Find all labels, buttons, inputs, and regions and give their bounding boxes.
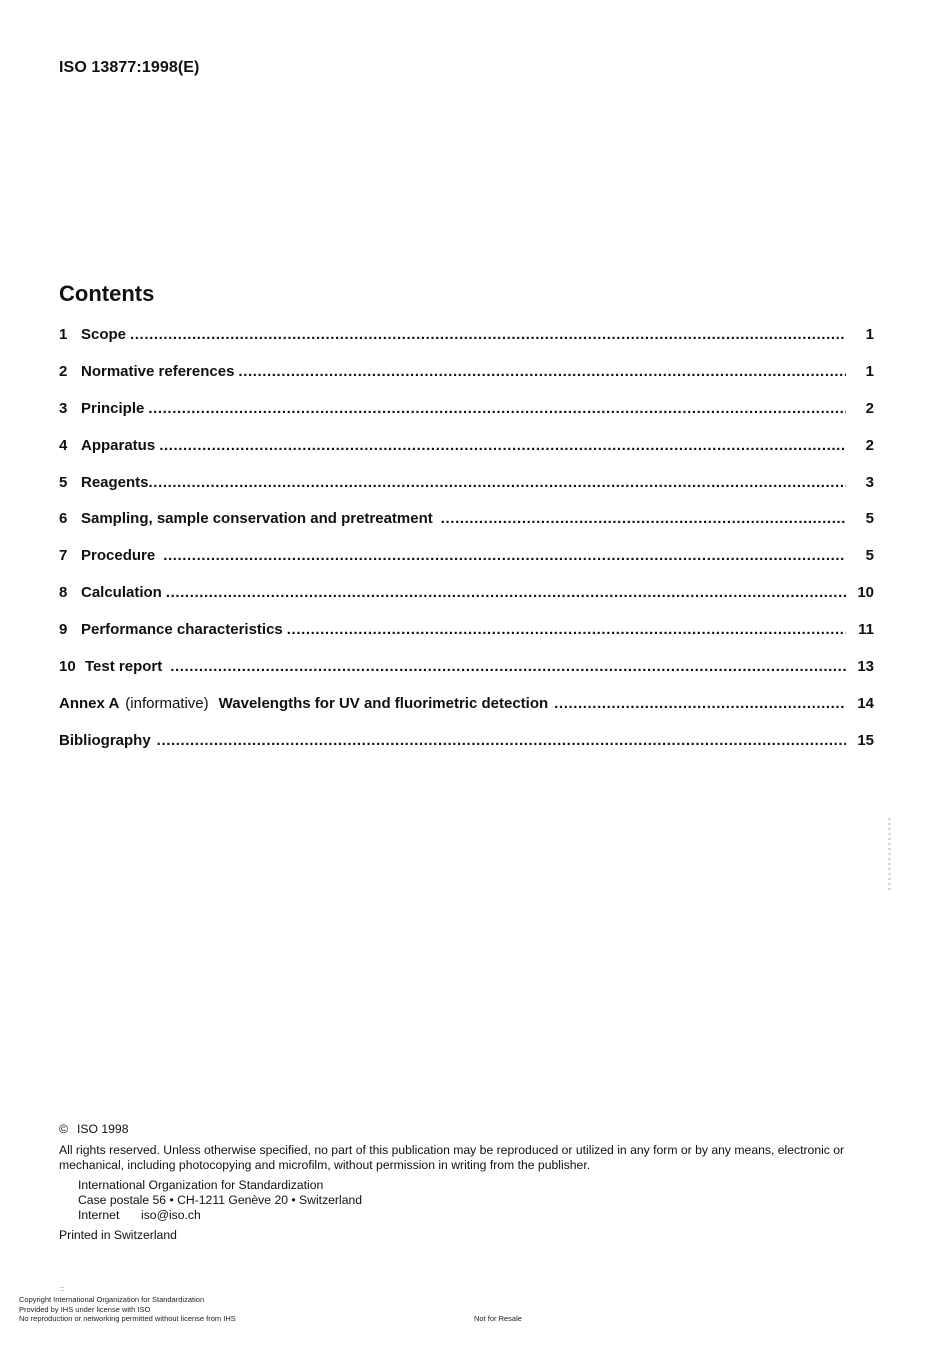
toc-annex-note: (informative) <box>125 694 209 712</box>
toc-entry-page: 5 <box>865 547 874 565</box>
copyright-holder: ISO 1998 <box>76 1122 129 1136</box>
toc-entry-bibliography[interactable] <box>59 732 874 769</box>
toc-entry-title: Procedure <box>81 547 156 565</box>
toc-entry-scope[interactable] <box>59 326 874 363</box>
toc-leader-dots <box>441 510 846 527</box>
toc-entry-title: Normative references <box>81 362 235 380</box>
toc-leader-dots <box>166 584 846 601</box>
toc-entry-number: 3 <box>59 399 68 417</box>
toc-leader-dots <box>287 621 846 638</box>
copyright-icon: © <box>59 1122 68 1136</box>
toc-entry-title: Sampling, sample conservation and pretreatment <box>81 510 433 528</box>
copyright-block <box>59 1122 879 1243</box>
toc-entry-number: 5 <box>59 473 68 491</box>
copyright-line <box>59 1122 879 1137</box>
toc-entry-number: 10 <box>59 658 76 676</box>
toc-entry-page: 15 <box>857 731 874 749</box>
toc-annex-label: Annex A <box>59 694 120 712</box>
footer-dots: :: <box>60 1286 64 1293</box>
toc-leader-dots <box>554 695 846 712</box>
toc-entry-page: 1 <box>865 326 874 343</box>
toc-entry-number: 2 <box>59 362 68 380</box>
table-of-contents <box>59 326 874 769</box>
printed-in: Printed in Switzerland <box>59 1228 177 1242</box>
toc-entry-title: Reagents <box>81 473 149 491</box>
toc-entry-page: 2 <box>865 436 874 454</box>
toc-leader-dots <box>148 400 846 417</box>
toc-entry-performance[interactable] <box>59 621 874 658</box>
license-line-3: No reproduction or networking permitted without license from IHS <box>19 1314 236 1323</box>
license-footer <box>19 1295 236 1324</box>
toc-entry-number: 4 <box>59 436 68 454</box>
toc-entry-page: 10 <box>857 584 874 602</box>
toc-entry-title: Principle <box>81 399 145 417</box>
rights-statement: All rights reserved. Unless otherwise specified, no part of this publication may be reproduced or utilized in any form or by any means, electronic or mechanical, including photocopying and microfilm, without permission in writing from the publisher. <box>59 1143 845 1172</box>
toc-entry-calculation[interactable] <box>59 584 874 621</box>
license-line-2: Provided by IHS under license with ISO <box>19 1304 151 1314</box>
toc-entry-title: Scope <box>81 326 127 343</box>
document-id: ISO 13877:1998(E) <box>59 59 200 76</box>
toc-leader-dots <box>157 732 846 749</box>
toc-entry-apparatus[interactable] <box>59 437 874 474</box>
toc-entry-page: 5 <box>865 510 874 528</box>
toc-entry-title: Performance characteristics <box>81 621 283 639</box>
internet-email[interactable]: iso@iso.ch <box>141 1208 201 1222</box>
toc-leader-dots <box>238 363 846 380</box>
toc-entry-number: 6 <box>59 510 68 528</box>
toc-entry-normative-references[interactable] <box>59 363 874 400</box>
side-watermark <box>888 818 891 890</box>
toc-leader-dots <box>163 547 846 564</box>
toc-entry-page: 2 <box>865 399 874 417</box>
toc-entry-page: 11 <box>858 621 874 639</box>
toc-leader-dots <box>149 474 846 491</box>
toc-leader-dots <box>130 326 846 343</box>
toc-entry-title: Bibliography <box>59 731 151 749</box>
internet-label: Internet <box>78 1208 120 1222</box>
publisher-postal: Case postale 56 • CH-1211 Genève 20 • Switzerland <box>78 1193 363 1207</box>
publisher-internet <box>78 1208 879 1223</box>
toc-entry-title: Test report <box>85 658 163 676</box>
toc-entry-title: Apparatus <box>81 436 156 454</box>
toc-entry-procedure[interactable] <box>59 547 874 584</box>
toc-entry-principle[interactable] <box>59 400 874 437</box>
toc-entry-number: 1 <box>59 326 68 343</box>
toc-entry-page: 3 <box>865 473 874 491</box>
toc-entry-annex-a[interactable] <box>59 695 874 732</box>
toc-entry-number: 9 <box>59 621 68 639</box>
toc-entry-reagents[interactable] <box>59 474 874 511</box>
toc-entry-number: 8 <box>59 584 68 602</box>
toc-entry-page: 14 <box>857 694 874 712</box>
toc-entry-sampling[interactable] <box>59 510 874 547</box>
toc-entry-page: 1 <box>865 362 874 380</box>
toc-entry-number: 7 <box>59 547 68 565</box>
toc-leader-dots <box>159 437 846 454</box>
publisher-address <box>59 1178 879 1223</box>
toc-leader-dots <box>170 658 846 675</box>
publisher-org: International Organization for Standardization <box>78 1178 324 1192</box>
toc-entry-title: Calculation <box>81 584 162 602</box>
contents-title: Contents <box>59 281 155 306</box>
not-for-resale: Not for Resale <box>474 1314 522 1323</box>
toc-entry-test-report[interactable] <box>59 658 874 695</box>
toc-entry-title: Wavelengths for UV and fluorimetric detection <box>218 694 549 712</box>
toc-entry-page: 13 <box>857 658 874 676</box>
license-line-1: Copyright International Organization for Standardization <box>19 1295 205 1304</box>
